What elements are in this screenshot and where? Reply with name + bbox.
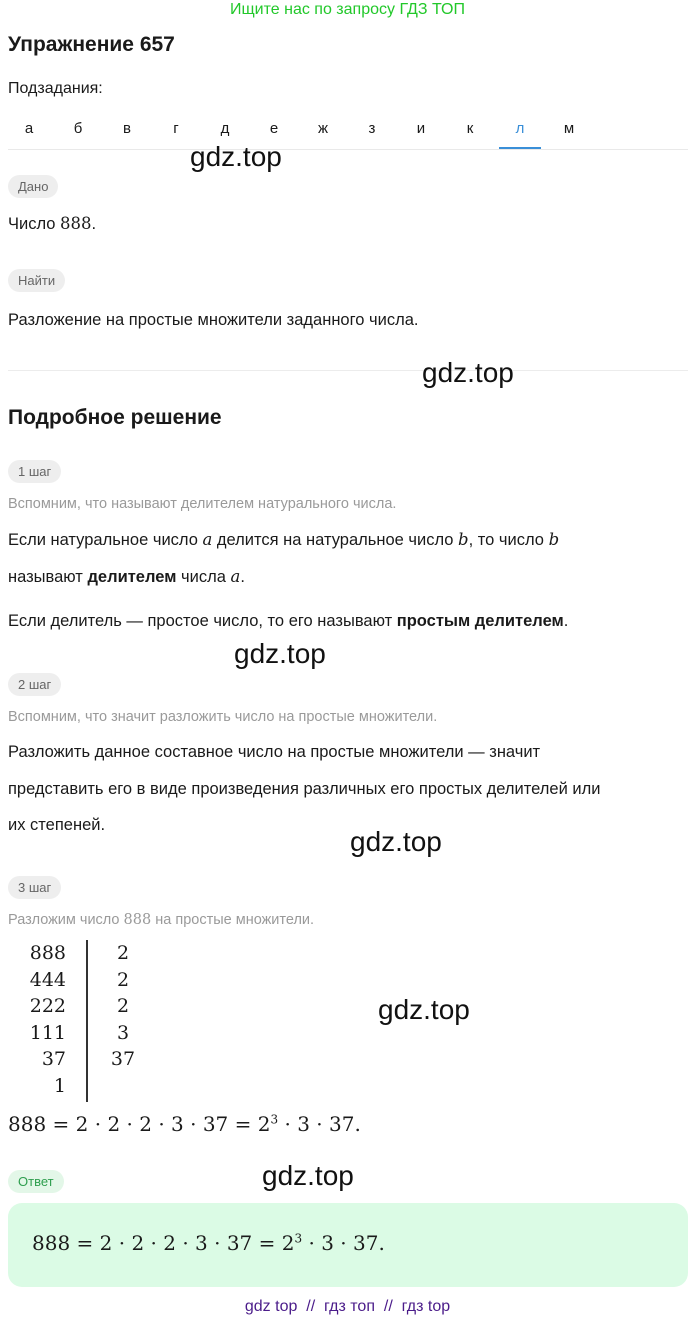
prime-factor: 2 — [116, 995, 130, 1017]
watermark: gdz.top — [350, 826, 442, 857]
watermark: gdz.top — [190, 141, 282, 172]
watermark: gdz.top — [234, 638, 326, 669]
tab-m[interactable]: м — [563, 120, 575, 137]
tab-z[interactable]: з — [368, 120, 376, 137]
tab-g[interactable]: г — [173, 120, 179, 137]
solution-title: Подробное решение — [8, 406, 222, 429]
search-promo-link[interactable]: Ищите нас по запросу ГДЗ ТОП — [230, 1, 465, 18]
prime-factor: 2 — [116, 968, 130, 991]
step2-badge: 2 шаг — [8, 673, 61, 696]
prime-factor: 2 — [116, 942, 130, 964]
step3-hint: Разложим число 888 на простые множители. — [8, 912, 315, 928]
answer-badge: Ответ — [8, 1170, 64, 1193]
given-badge: Дано — [8, 175, 58, 198]
given-text: Число 888. — [8, 214, 97, 233]
division-dividends — [8, 940, 66, 1099]
dividend: 1 — [53, 1074, 66, 1097]
dividend: 37 — [41, 1048, 66, 1070]
division-line — [86, 940, 88, 1102]
tab-d[interactable]: д — [220, 120, 230, 137]
answer-box — [8, 1203, 688, 1287]
step1-hint: Вспомним, что называют делителем натурального числа. — [8, 496, 397, 512]
find-badge: Найти — [8, 269, 65, 292]
tab-k[interactable]: к — [466, 120, 474, 137]
step2-line3: их степеней. — [8, 816, 106, 834]
step3-result: $888 = 2 \cdot 2 \cdot 2 \cdot 3 \cdot 37 = 2^3 \cdot 3 \cdot 37$. — [8, 1112, 361, 1136]
dividend: 888 — [29, 942, 66, 964]
step2-line1: Разложить данное составное число на простые множители — значит — [8, 743, 541, 761]
prime-factor: 37 — [110, 1048, 136, 1070]
tab-l[interactable]: л — [499, 112, 541, 149]
watermark: gdz.top — [422, 357, 514, 388]
footer-links[interactable]: gdz top // гдз топ // гдз top — [244, 1298, 451, 1315]
tab-zh[interactable]: ж — [317, 120, 329, 137]
tab-b[interactable]: б — [73, 120, 83, 137]
tab-v[interactable]: в — [123, 120, 131, 137]
tab-e[interactable]: е — [269, 120, 279, 137]
tab-a[interactable]: а — [24, 120, 34, 137]
tab-i[interactable]: и — [416, 120, 426, 137]
page-title: Упражнение 657 — [8, 33, 175, 56]
step1-line1: Если натуральное число a делится на натуральное число b, то число b — [8, 530, 560, 549]
find-text: Разложение на простые множители заданного числа. — [8, 311, 419, 329]
watermark: gdz.top — [262, 1160, 354, 1191]
step2-hint: Вспомним, что значит разложить число на простые множители. — [8, 709, 438, 725]
division-factors — [103, 940, 143, 1073]
step1-line2: называют делителем числа a. — [8, 567, 245, 586]
divider — [8, 370, 688, 371]
subtasks-label: Подзадания: — [8, 80, 103, 97]
prime-factor: 3 — [116, 1021, 130, 1044]
subtask-tabs — [8, 112, 688, 150]
dividend: 222 — [29, 995, 66, 1017]
dividend: 444 — [29, 968, 66, 991]
watermark: gdz.top — [378, 994, 470, 1025]
dividend: 111 — [29, 1021, 66, 1044]
answer-text: $888 = 2 \cdot 2 \cdot 2 \cdot 3 \cdot 37 = 2^3 \cdot 3 \cdot 37$. — [32, 1231, 385, 1255]
step2-line2: представить его в виде произведения различных его простых делителей или — [8, 780, 601, 798]
step3-badge: 3 шаг — [8, 876, 61, 899]
step1-badge: 1 шаг — [8, 460, 61, 483]
step1-line3: Если делитель — простое число, то его называют простым делителем. — [8, 612, 569, 630]
division-table — [8, 940, 148, 1102]
